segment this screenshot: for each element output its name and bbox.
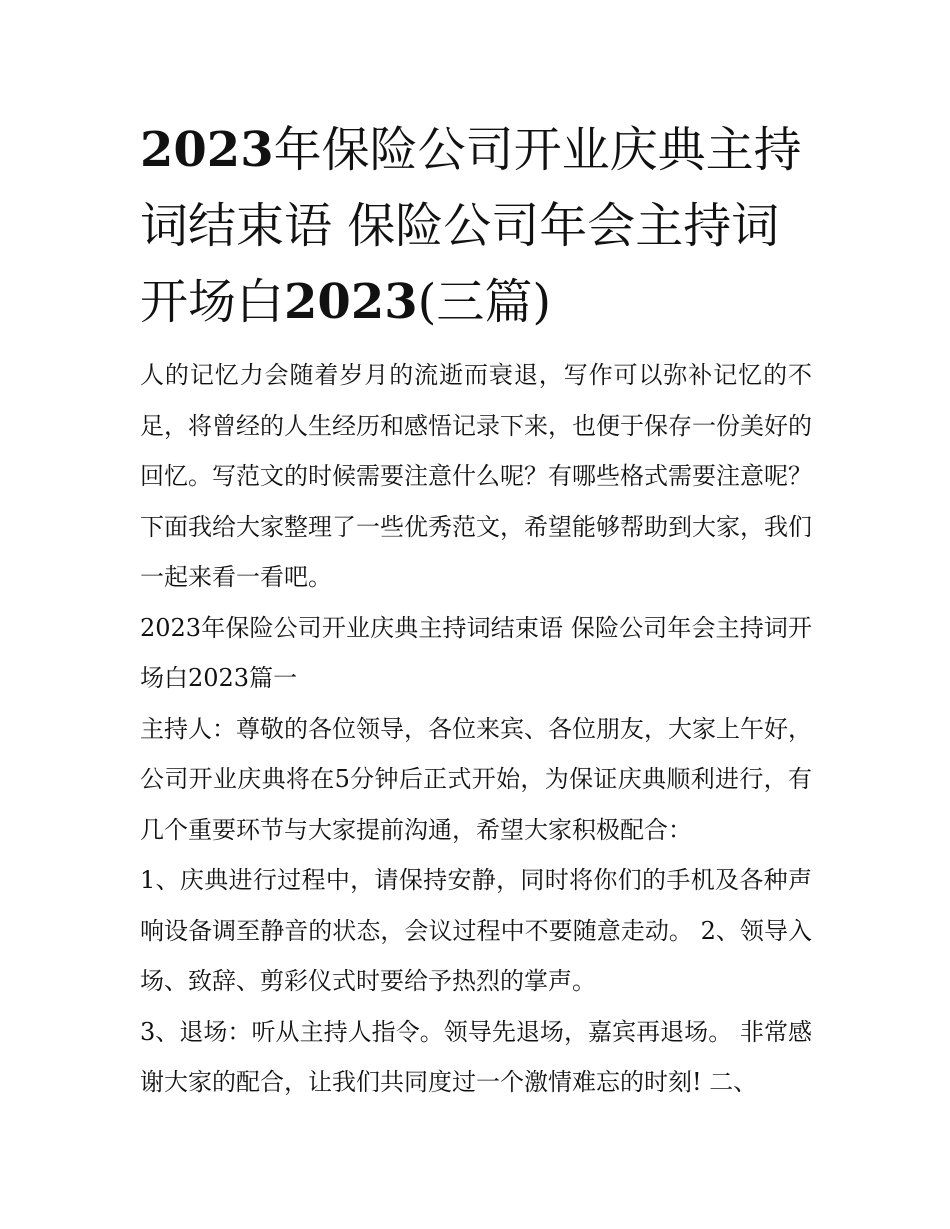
intro-paragraph: 人的记忆力会随着岁月的流逝而衰退，写作可以弥补记忆的不足，将曾经的人生经历和感悟记录下来，也便于保存一份美好的回忆。写范文的时候需要注意什么呢？有哪些格式需要注意呢？下面我给大家整理了一些优秀范文，希望能够帮助到大家，我们一起来看一看吧。 [140, 361, 812, 591]
title-line2: 词结束语 保险公司年会主持词 [140, 198, 780, 254]
document-page [140, 112, 812, 1108]
title-suffix: (三篇) [417, 274, 552, 330]
section-heading: 2023年保险公司开业庆典主持词结束语 保险公司年会主持词开场白2023篇一 [140, 613, 812, 692]
title-year-2: 2023 [284, 274, 418, 330]
host-paragraph: 主持人：尊敬的各位领导，各位来宾、各位朋友，大家上午好，公司开业庆典将在5分钟后正式开始，为保证庆典顺利进行，有几个重要环节与大家提前沟通，希望大家积极配合： [140, 714, 812, 844]
rule-paragraph-3: 3、退场：听从主持人指令。领导先退场，嘉宾再退场。 非常感谢大家的配合，让我们共同度过一个激情难忘的时刻! 二、 [140, 1017, 812, 1096]
title-year: 2023 [140, 122, 274, 178]
document-title [140, 112, 812, 340]
rule-paragraph-1: 1、庆典进行过程中，请保持安静，同时将你们的手机及各种声响设备调至静音的状态，会议过程中不要随意走动。 2、领导入场、致辞、剪彩仪式时要给予热烈的掌声。 [140, 866, 812, 995]
title-line1: 年保险公司开业庆典主持 [273, 122, 802, 178]
title-line3: 开场白 [140, 274, 285, 330]
document-body [140, 350, 812, 1108]
